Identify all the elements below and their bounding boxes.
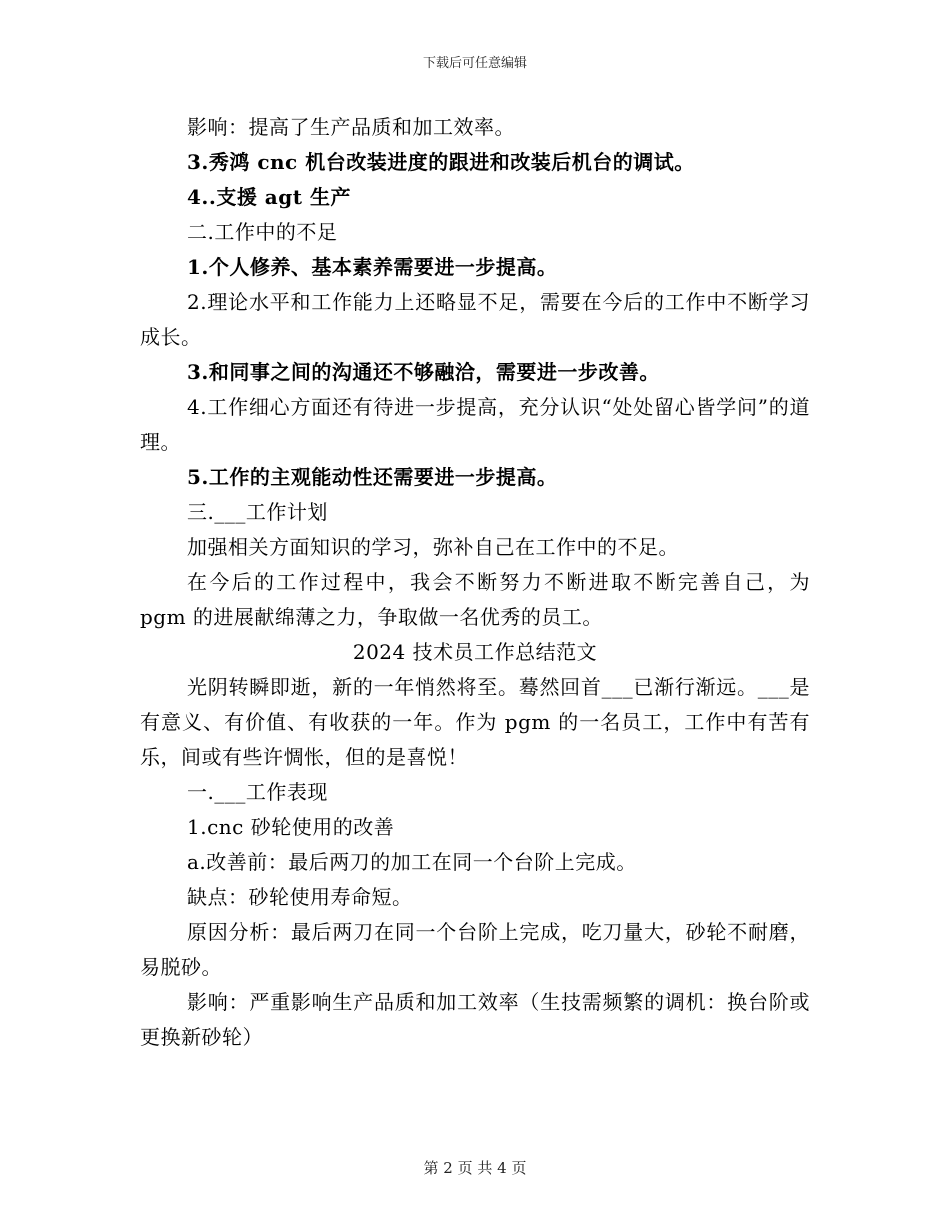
paragraph-shortcoming-5: 5.工作的主观能动性还需要进一步提高。 — [187, 465, 558, 489]
section-heading-performance: 一.___工作表现 — [187, 780, 328, 804]
document-title: 2024 技术员工作总结范文 — [352, 640, 598, 664]
paragraph-drawback: 缺点：砂轮使用寿命短。 — [187, 885, 413, 909]
paragraph-item-1-grinding-wheel: 1.cnc 砂轮使用的改善 — [187, 815, 395, 839]
paragraph-shortcoming-1: 1.个人修养、基本素养需要进一步提高。 — [187, 255, 558, 279]
section-heading-shortcomings: 二.工作中的不足 — [187, 220, 338, 244]
paragraph-plan-study: 加强相关方面知识的学习，弥补自己在工作中的不足。 — [187, 535, 679, 559]
paragraph-shortcoming-2: 2.理论水平和工作能力上还略显不足，需要在今后的工作中不断学习成长。 — [140, 290, 810, 349]
page-number: 第 2 页 共 4 页 — [423, 1159, 527, 1177]
paragraph-cause-analysis: 原因分析：最后两刀在同一个台阶上完成，吃刀量大，砂轮不耐磨，易脱砂。 — [140, 920, 810, 979]
paragraph-intro: 光阴转瞬即逝，新的一年悄然将至。蓦然回首___已渐行渐远。___是有意义、有价值、有收获的一年。作为 pgm 的一名员工，工作中有苦有乐，间或有些许惆怅，但的是喜悦！ — [140, 675, 810, 769]
section-heading-work-plan: 三.___工作计划 — [187, 500, 328, 524]
page-header-note: 下载后可任意编辑 — [422, 56, 527, 71]
paragraph-shortcoming-3: 3.和同事之间的沟通还不够融洽，需要进一步改善。 — [187, 360, 660, 384]
paragraph-impact-improved: 影响：提高了生产品质和加工效率。 — [187, 115, 515, 139]
paragraph-impact-severe: 影响：严重影响生产品质和加工效率（生技需频繁的调机：换台阶或更换新砂轮） — [140, 990, 810, 1049]
paragraph-item-3-machine-retrofit: 3.秀鸿 cnc 机台改装进度的跟进和改装后机台的调试。 — [187, 150, 695, 174]
paragraph-plan-effort: 在今后的工作过程中，我会不断努力不断进取不断完善自己，为 pgm 的进展献绵薄之力，争取做一名优秀的员工。 — [140, 570, 810, 629]
document-body — [140, 110, 810, 1055]
paragraph-before-improvement: a.改善前：最后两刀的加工在同一个台阶上完成。 — [187, 850, 637, 874]
paragraph-shortcoming-4: 4.工作细心方面还有待进一步提高，充分认识“处处留心皆学问”的道理。 — [140, 395, 810, 454]
paragraph-item-4-support-agt: 4..支援 agt 生产 — [187, 185, 351, 209]
